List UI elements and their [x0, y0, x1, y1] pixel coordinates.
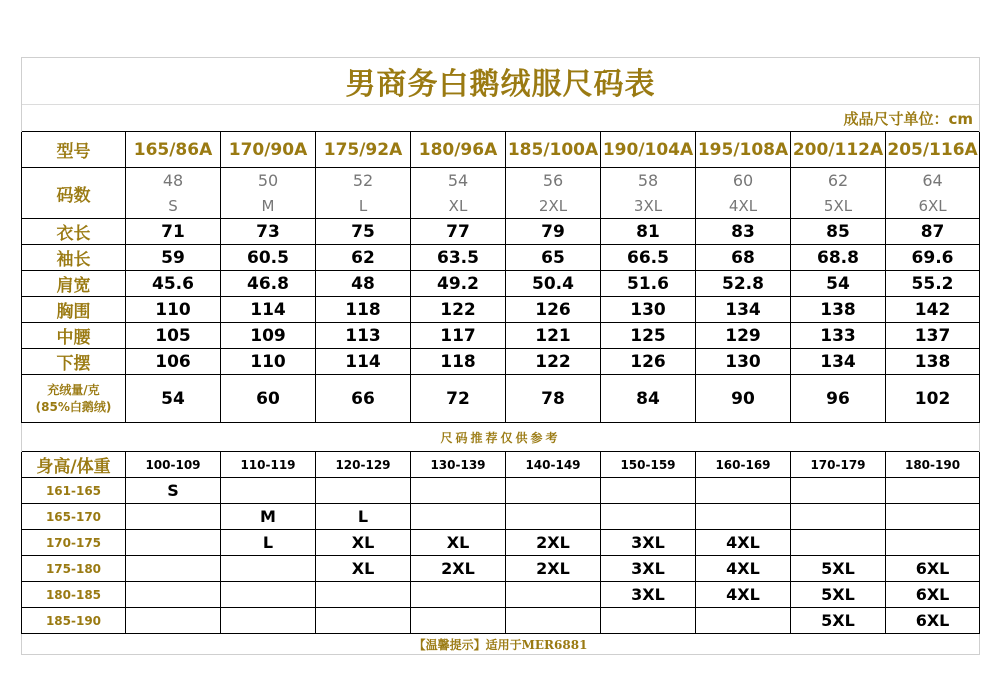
model-cell: 205/116A	[886, 132, 980, 168]
measurement-cell: 50.4	[506, 271, 601, 297]
model-cell: 200/112A	[791, 132, 886, 168]
size-number-cell: 54	[411, 168, 506, 194]
measurement-cell: 129	[696, 323, 791, 349]
measurement-cell: 60.5	[221, 245, 316, 271]
recommended-size-cell: 3XL	[601, 582, 696, 608]
measurement-cell: 63.5	[411, 245, 506, 271]
size-letter-cell: 5XL	[791, 193, 886, 219]
measurement-label: 袖长	[22, 245, 126, 271]
measurement-cell: 45.6	[126, 271, 221, 297]
model-cell: 165/86A	[126, 132, 221, 168]
recommended-size-cell	[886, 478, 980, 504]
weight-range-cell: 160-169	[696, 452, 791, 478]
size-number-cell: 48	[126, 168, 221, 194]
recommended-size-cell	[221, 556, 316, 582]
weight-range-cell: 100-109	[126, 452, 221, 478]
height-range-label: 175-180	[22, 556, 126, 582]
recommended-size-cell	[411, 582, 506, 608]
recommended-size-cell	[411, 478, 506, 504]
fill-weight-cell: 54	[126, 375, 221, 423]
recommended-size-cell: 5XL	[791, 582, 886, 608]
size-letter-cell: L	[316, 193, 411, 219]
weight-range-cell: 150-159	[601, 452, 696, 478]
recommended-size-cell	[316, 608, 411, 634]
measurement-cell: 77	[411, 219, 506, 245]
measurement-cell: 138	[886, 349, 980, 375]
measurement-cell: 142	[886, 297, 980, 323]
fill-weight-cell: 78	[506, 375, 601, 423]
measurement-row	[22, 349, 980, 375]
height-range-label: 161-165	[22, 478, 126, 504]
measurement-label: 中腰	[22, 323, 126, 349]
recommended-size-cell	[696, 478, 791, 504]
height-row	[22, 478, 980, 504]
measurement-cell: 117	[411, 323, 506, 349]
size-number-cell: 64	[886, 168, 980, 194]
height-range-label: 170-175	[22, 530, 126, 556]
measurement-cell: 83	[696, 219, 791, 245]
measurement-cell: 114	[316, 349, 411, 375]
size-letter-cell: 2XL	[506, 193, 601, 219]
recommended-size-cell	[126, 608, 221, 634]
unit-note: 成品尺寸单位：cm	[22, 105, 980, 132]
measurement-label: 衣长	[22, 219, 126, 245]
recommended-size-cell	[411, 504, 506, 530]
model-cell: 175/92A	[316, 132, 411, 168]
size-letter-cell: 4XL	[696, 193, 791, 219]
recommended-size-cell: 2XL	[411, 556, 506, 582]
recommended-size-cell	[506, 504, 601, 530]
recommended-size-cell: 3XL	[601, 556, 696, 582]
height-weight-label: 身高/体重	[22, 452, 126, 478]
recommended-size-cell	[886, 530, 980, 556]
recommended-size-cell: 2XL	[506, 530, 601, 556]
recommended-size-cell	[506, 608, 601, 634]
recommended-size-cell: 6XL	[886, 608, 980, 634]
recommend-note: 尺码推荐仅供参考	[22, 423, 980, 452]
fill-weight-cell: 66	[316, 375, 411, 423]
measurement-row	[22, 245, 980, 271]
fill-weight-cell: 96	[791, 375, 886, 423]
recommended-size-cell	[316, 582, 411, 608]
size-number-cell: 56	[506, 168, 601, 194]
model-header-row	[22, 132, 980, 168]
measurement-cell: 49.2	[411, 271, 506, 297]
measurement-cell: 109	[221, 323, 316, 349]
chart-title: 男商务白鹅绒服尺码表	[22, 58, 980, 105]
recommended-size-cell: XL	[411, 530, 506, 556]
fill-weight-cell: 102	[886, 375, 980, 423]
measurement-cell: 59	[126, 245, 221, 271]
measurement-cell: 134	[696, 297, 791, 323]
fill-weight-row	[22, 375, 980, 423]
measurement-cell: 125	[601, 323, 696, 349]
measurement-cell: 138	[791, 297, 886, 323]
measurement-cell: 122	[411, 297, 506, 323]
weight-range-cell: 110-119	[221, 452, 316, 478]
recommended-size-cell: 2XL	[506, 556, 601, 582]
measurement-label: 下摆	[22, 349, 126, 375]
size-chart-table	[21, 57, 980, 655]
recommended-size-cell	[316, 478, 411, 504]
size-letter-cell: M	[221, 193, 316, 219]
recommended-size-cell: 3XL	[601, 530, 696, 556]
height-row	[22, 582, 980, 608]
recommended-size-cell	[126, 582, 221, 608]
measurement-cell: 73	[221, 219, 316, 245]
measurement-cell: 105	[126, 323, 221, 349]
recommended-size-cell: 4XL	[696, 582, 791, 608]
size-number-cell: 58	[601, 168, 696, 194]
measurement-cell: 81	[601, 219, 696, 245]
weight-range-cell: 140-149	[506, 452, 601, 478]
height-row	[22, 530, 980, 556]
recommended-size-cell: XL	[316, 556, 411, 582]
measurement-cell: 110	[221, 349, 316, 375]
measurement-cell: 51.6	[601, 271, 696, 297]
model-cell: 190/104A	[601, 132, 696, 168]
size-number-cell: 60	[696, 168, 791, 194]
size-number-cell: 50	[221, 168, 316, 194]
size-letter-cell: 6XL	[886, 193, 980, 219]
height-range-label: 180-185	[22, 582, 126, 608]
measurement-cell: 54	[791, 271, 886, 297]
recommended-size-cell	[506, 582, 601, 608]
model-cell: 170/90A	[221, 132, 316, 168]
recommended-size-cell	[221, 608, 316, 634]
fill-weight-cell: 60	[221, 375, 316, 423]
measurement-cell: 130	[696, 349, 791, 375]
recommended-size-cell: S	[126, 478, 221, 504]
fill-weight-label-line2: (85%白鹅绒)	[35, 399, 112, 414]
measurement-cell: 66.5	[601, 245, 696, 271]
measurement-cell: 68.8	[791, 245, 886, 271]
fill-weight-label	[22, 375, 126, 423]
measurement-cell: 118	[316, 297, 411, 323]
measurement-cell: 114	[221, 297, 316, 323]
height-range-label: 165-170	[22, 504, 126, 530]
recommended-size-cell: 5XL	[791, 556, 886, 582]
size-letter-cell: S	[126, 193, 221, 219]
recommended-size-cell	[696, 504, 791, 530]
measurement-cell: 130	[601, 297, 696, 323]
size-number-cell: 52	[316, 168, 411, 194]
measurement-cell: 79	[506, 219, 601, 245]
measurement-row	[22, 323, 980, 349]
recommended-size-cell	[126, 530, 221, 556]
size-number-cell: 62	[791, 168, 886, 194]
measurement-row	[22, 271, 980, 297]
recommended-size-cell	[601, 478, 696, 504]
fill-weight-cell: 84	[601, 375, 696, 423]
measurement-cell: 46.8	[221, 271, 316, 297]
measurement-cell: 113	[316, 323, 411, 349]
recommended-size-cell: 4XL	[696, 556, 791, 582]
fill-weight-cell: 90	[696, 375, 791, 423]
recommended-size-cell	[221, 478, 316, 504]
height-row	[22, 504, 980, 530]
recommended-size-cell	[601, 608, 696, 634]
measurement-cell: 71	[126, 219, 221, 245]
height-row	[22, 608, 980, 634]
weight-range-cell: 170-179	[791, 452, 886, 478]
measurement-cell: 85	[791, 219, 886, 245]
recommended-size-cell: XL	[316, 530, 411, 556]
recommended-size-cell	[126, 556, 221, 582]
recommended-size-cell	[791, 504, 886, 530]
measurement-row	[22, 297, 980, 323]
measurement-cell: 87	[886, 219, 980, 245]
height-row	[22, 556, 980, 582]
recommended-size-cell	[696, 608, 791, 634]
height-weight-header-row	[22, 452, 980, 478]
size-letter-cell: XL	[411, 193, 506, 219]
size-letter-cell: 3XL	[601, 193, 696, 219]
measurement-cell: 121	[506, 323, 601, 349]
model-cell: 180/96A	[411, 132, 506, 168]
recommended-size-cell: L	[221, 530, 316, 556]
recommended-size-cell	[791, 478, 886, 504]
size-letter-row	[22, 193, 980, 219]
height-range-label: 185-190	[22, 608, 126, 634]
recommended-size-cell	[886, 504, 980, 530]
measurement-cell: 75	[316, 219, 411, 245]
recommended-size-cell	[506, 478, 601, 504]
measurement-cell: 62	[316, 245, 411, 271]
measurement-cell: 126	[506, 297, 601, 323]
recommended-size-cell	[126, 504, 221, 530]
weight-range-cell: 120-129	[316, 452, 411, 478]
fill-weight-cell: 72	[411, 375, 506, 423]
recommend-note-row	[22, 423, 980, 452]
recommended-size-cell	[411, 608, 506, 634]
measurement-cell: 134	[791, 349, 886, 375]
measurement-cell: 106	[126, 349, 221, 375]
measurement-label: 胸围	[22, 297, 126, 323]
recommended-size-cell	[601, 504, 696, 530]
recommended-size-cell: M	[221, 504, 316, 530]
size-number-row	[22, 168, 980, 194]
measurement-cell: 65	[506, 245, 601, 271]
measurement-cell: 137	[886, 323, 980, 349]
footer-tip: 【温馨提示】适用于MER6881	[22, 634, 980, 655]
measurement-label: 肩宽	[22, 271, 126, 297]
recommended-size-cell: 4XL	[696, 530, 791, 556]
recommended-size-cell: 6XL	[886, 582, 980, 608]
measurement-cell: 110	[126, 297, 221, 323]
recommended-size-cell	[791, 530, 886, 556]
footer-row	[22, 634, 980, 655]
model-cell: 195/108A	[696, 132, 791, 168]
weight-range-cell: 130-139	[411, 452, 506, 478]
measurement-cell: 122	[506, 349, 601, 375]
measurement-cell: 68	[696, 245, 791, 271]
measurement-row	[22, 219, 980, 245]
measurement-cell: 69.6	[886, 245, 980, 271]
size-code-label: 码数	[22, 168, 126, 219]
recommended-size-cell: 5XL	[791, 608, 886, 634]
weight-range-cell: 180-190	[886, 452, 980, 478]
measurement-cell: 126	[601, 349, 696, 375]
fill-weight-label-line1: 充绒量/克	[47, 382, 100, 397]
model-label: 型号	[22, 132, 126, 168]
measurement-cell: 118	[411, 349, 506, 375]
model-cell: 185/100A	[506, 132, 601, 168]
measurement-cell: 133	[791, 323, 886, 349]
measurement-cell: 52.8	[696, 271, 791, 297]
recommended-size-cell: L	[316, 504, 411, 530]
measurement-cell: 48	[316, 271, 411, 297]
recommended-size-cell: 6XL	[886, 556, 980, 582]
recommended-size-cell	[221, 582, 316, 608]
measurement-cell: 55.2	[886, 271, 980, 297]
